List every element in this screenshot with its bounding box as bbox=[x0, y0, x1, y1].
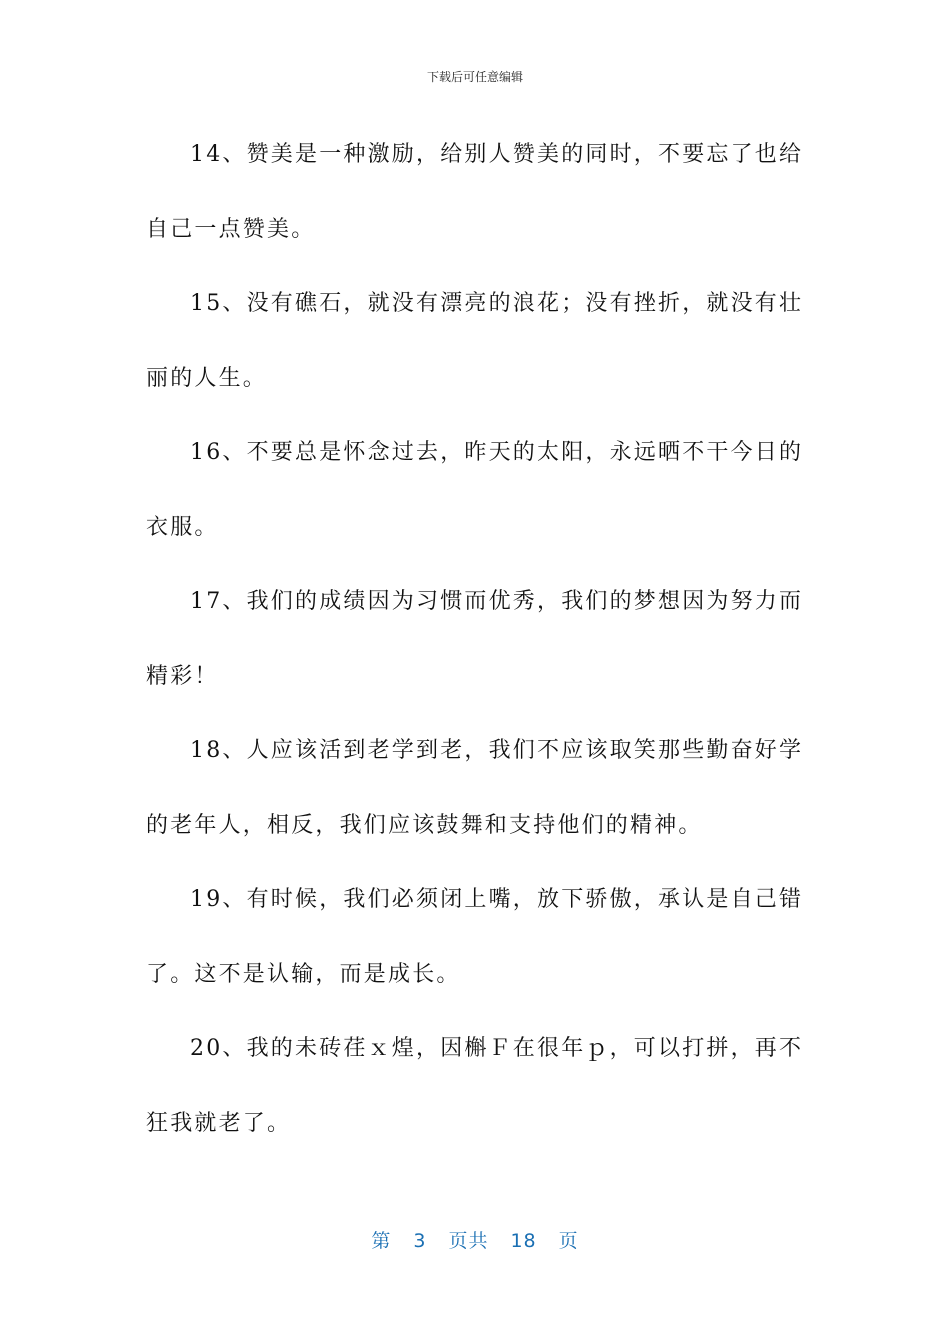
page-footer bbox=[0, 1226, 950, 1253]
footer-current-page: 3 bbox=[413, 1230, 427, 1252]
paragraph-15: 15、没有礁石，就没有漂亮的浪花；没有挫折，就没有壮丽的人生。 bbox=[146, 291, 804, 391]
footer-suffix: 页 bbox=[558, 1230, 579, 1252]
footer-prefix: 第 bbox=[371, 1230, 392, 1252]
paragraph-19: 19、有时候，我们必须闭上嘴，放下骄傲，承认是自己错了。这不是认输，而是成长。 bbox=[146, 887, 804, 987]
paragraph-14: 14、赞美是一种激励，给别人赞美的同时，不要忘了也给自己一点赞美。 bbox=[146, 142, 804, 242]
header-note: 下载后可任意编辑 bbox=[426, 70, 523, 84]
paragraph-20: 20、我的未砖荏ｘ煌，因槲Ｆ在很年ｐ，可以打拼，再不狂我就老了。 bbox=[146, 1036, 804, 1136]
document-body bbox=[146, 118, 806, 1161]
paragraph-18: 18、人应该活到老学到老，我们不应该取笑那些勤奋好学的老年人，相反，我们应该鼓舞和支持他们的精神。 bbox=[146, 738, 804, 838]
paragraph-16: 16、不要总是怀念过去，昨天的太阳，永远晒不干今日的衣服。 bbox=[146, 440, 804, 540]
paragraph-17: 17、我们的成绩因为习惯而优秀，我们的梦想因为努力而精彩！ bbox=[146, 589, 804, 689]
footer-middle: 页共 bbox=[448, 1230, 489, 1252]
footer-total-pages: 18 bbox=[510, 1230, 537, 1252]
